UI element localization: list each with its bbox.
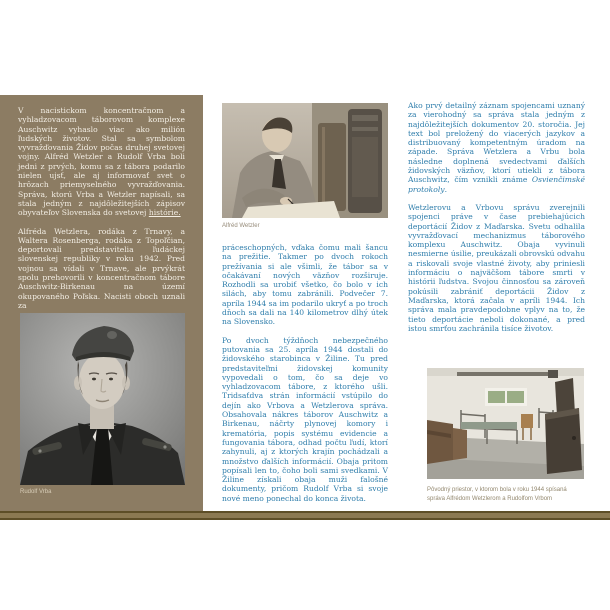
bottom-divider-band	[0, 511, 610, 520]
alfred-wetzler-caption: Alfréd Wetzler	[222, 223, 260, 229]
paragraph-report-writing: Po dvoch týždňoch nebezpečného putovania sa 25. apríla 1944 dostali do židovského starobinca v Žiline. Tu pred predstaviteľmi židovskej komunity vypovedali o tom, čo sa deje vo vyhladzovacom tábore, z ktorého ušli. Tridsaťdva strán informácií vstúpilo do dejín ako Vrbova a Wetzlerova správa. Obsahovala nákres táborov Auschwitz a Birkenau, náčrty plynovej komory i krematória, popis systému evidencie a fungovania tábora, odhad počtu ľudí, ktorí zahynuli, aj z ktorých krajín pochádzali a množstvo ďalších informácií. Obaja pritom popísali len to, čoho boli sami svedkami. V Žiline získali obaja muži falošné dokumenty, pričom Rudolf Vrba si svoje nové meno ponechal do konca života.	[222, 335, 388, 503]
protocols-text-end: .	[444, 184, 448, 194]
paragraph-impact: Wetzlerovu a Vrbovu správu zverejnili spojenci práve v čase prebiehajúcich deportácií Židov z Maďarska. Svetu odhalila vyvražďovací mechanizmus táborového komplexu Auschwitz. Obaja vyvinuli nesmierne úsilie, preukázali obrovskú odvahu a riskovali svoje vlastné životy, aby priniesli informáciu o najväčšom tábore smrti v histórii ľudstva. Svojou činnosťou sa zároveň pokúsili zabrániť deportácii Židov z Maďarska, ktorá začala v apríli 1944. Ich správa mala pravdepodobne vplyv na to, že tieto deportácie neboli dokonané, a pred istou smrťou zachránila tisíce životov.	[408, 202, 585, 333]
left-panel-text	[0, 95, 203, 310]
report-room-caption: Pôvodný priestor, v ktorom bola v roku 1944 spísaná správa Alfrédom Wetzlerom a Rudolfom Vrbom	[427, 487, 567, 502]
intro-text: V nacistickom koncentračnom a vyhladzovacom táborovom komplexe Auschwitz vyhaslo viac ako milión ľudských životov. Stal sa symbolom vyvražďovania Židov počas druhej svetovej vojny. Alfréd Wetzler a Rudolf Vrba boli jedni z prvých, komu sa z tábora podarilo nielen ujsť, ale aj informovať svet o hrôzach priemyselného vyvražďovania. Správa, ktorú Vrba a Wetzler napísali, sa stala jedným z najdôležitejších zápisov obyvateľov Slovenska do svetovej	[18, 106, 185, 218]
paragraph-escape: práceschopných, vďaka čomu mali šancu na prežitie. Takmer po dvoch rokoch prežívania si ale všimli, že tábor sa v očakávaní nových väzňov rozširuje. Rozhodli sa urobiť všetko, čo bolo v ich silách, aby tomu zabránili. Podvečer 7. apríla 1944 sa im podarilo ukryť a po troch dňoch sa dali na 140 kilometrov dlhý útek na Slovensko.	[222, 243, 388, 327]
paragraph-protocols	[408, 101, 585, 194]
alfred-wetzler-photo	[222, 103, 388, 218]
report-room-illustration	[427, 368, 584, 479]
paragraph-deportation: Alfréda Wetzlera, rodáka z Trnavy, a Waltera Rosenberga, rodáka z Topoľčian, deportovali predstavitelia ľudáckej slovenskej republiky v roku 1942. Pred vojnou sa vídali v Trnave, ale prvýkrát spolu prehovorili v koncentračnom tábore Auschwitz-Birkenau na území okupovaného Poľska. Nacisti oboch uznali za	[18, 226, 185, 310]
protocols-text: Ako prvý detailný záznam spojencami uznaný za vierohodný sa správa stala jedným z najdôležitejších dokumentov 20. storočia. Jej text bol preložený do viacerých jazykov a distribuovaný kompetentným úradom na západe. Správa Wetzlera a Vrbu bola následne doplnená svedectvami ďalších židovských väzňov, ktorí utiekli z tábora Auschwitz, čím vznikli známe	[408, 101, 585, 185]
right-text-column	[408, 101, 585, 342]
rudolf-vrba-caption: Rudolf Vrba	[20, 489, 52, 495]
rudolf-vrba-portrait-illustration	[20, 313, 185, 485]
alfred-wetzler-writing-illustration	[222, 103, 388, 218]
rudolf-vrba-photo	[20, 313, 185, 485]
report-room-photo	[427, 368, 584, 479]
paragraph-intro	[18, 106, 185, 218]
left-text-panel	[0, 95, 203, 511]
middle-text-column	[222, 243, 388, 512]
intro-text-emphasis: histórie.	[148, 208, 181, 218]
protocols-title-italic: Osvienčimské protokoly	[408, 175, 585, 194]
